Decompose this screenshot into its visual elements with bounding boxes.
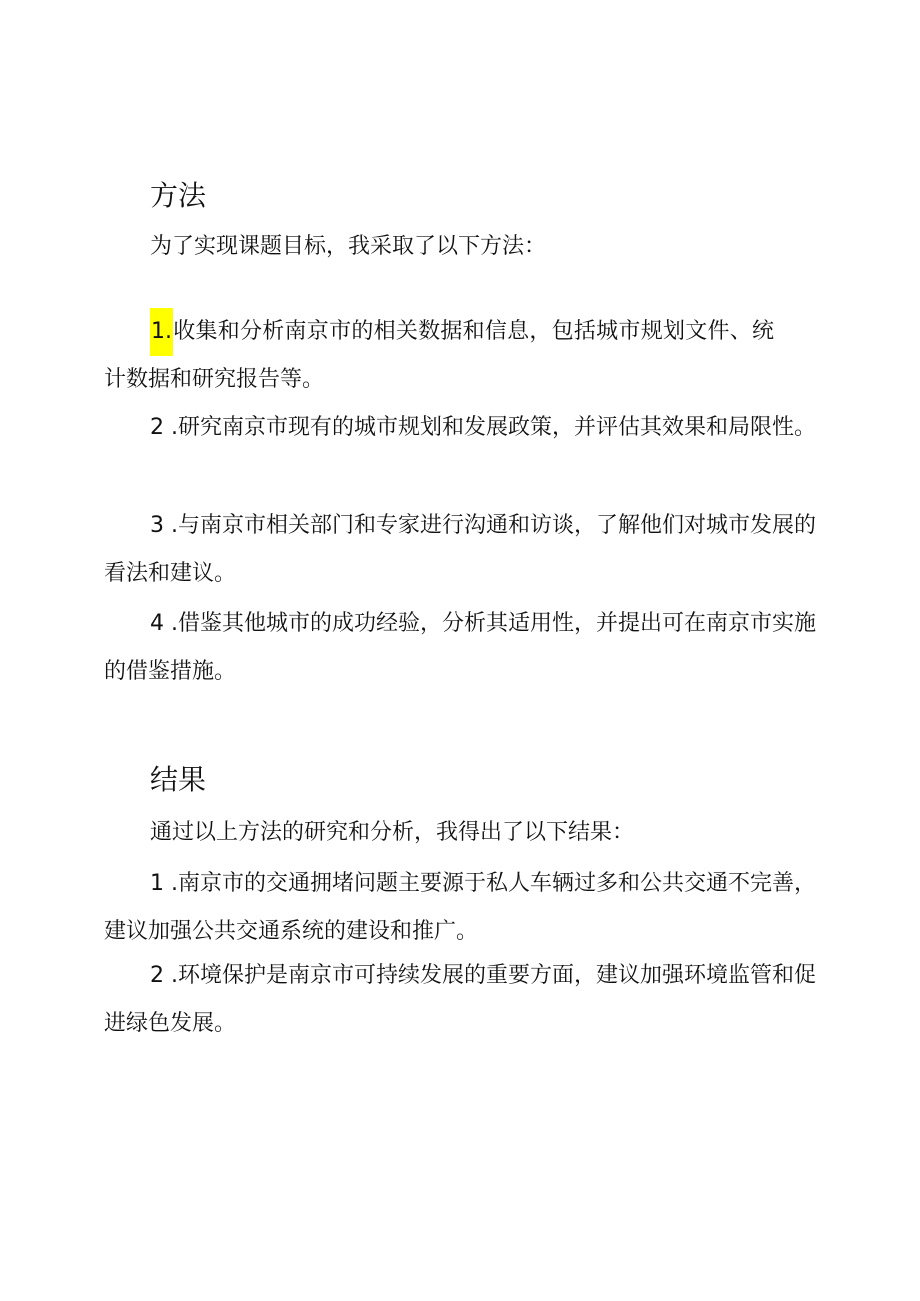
methods-item-1: [104, 308, 774, 404]
results-item-2: [104, 952, 816, 1048]
results-item-1-text: 南京市的交通拥堵问题主要源于私人车辆过多和公共交通不完善，建议加强公共交通系统的建设和推广。: [104, 871, 816, 944]
methods-intro: 为了实现课题目标，我采取了以下方法：: [150, 234, 547, 259]
methods-item-1-number: 1.: [150, 308, 173, 356]
results-item-1: [104, 860, 816, 956]
methods-heading: 方法: [150, 179, 207, 212]
results-heading: 结果: [150, 763, 207, 796]
methods-item-3-text: 与南京市相关部门和专家进行沟通和访谈，了解他们对城市发展的看法和建议。: [104, 513, 816, 586]
results-item-2-text: 环境保护是南京市可持续发展的重要方面，建议加强环境监管和促进绿色发展。: [104, 963, 816, 1036]
methods-item-1-text: 收集和分析南京市的相关数据和信息，包括城市规划文件、统计数据和研究报告等。: [104, 319, 774, 392]
methods-item-3-number: 3 .: [150, 513, 178, 538]
methods-item-2-number: 2 .: [150, 415, 178, 440]
methods-item-2: [104, 404, 816, 452]
methods-item-4-number: 4 .: [150, 611, 178, 636]
results-intro: 通过以上方法的研究和分析，我得出了以下结果：: [150, 820, 635, 845]
results-item-1-number: 1 .: [150, 871, 178, 896]
methods-item-2-text: 研究南京市现有的城市规划和发展政策，并评估其效果和局限性。: [177, 415, 816, 440]
methods-item-3: [104, 502, 816, 598]
methods-item-4: [104, 600, 816, 696]
methods-item-4-text: 借鉴其他城市的成功经验，分析其适用性，并提出可在南京市实施的借鉴措施。: [104, 611, 816, 684]
results-item-2-number: 2 .: [150, 963, 178, 988]
